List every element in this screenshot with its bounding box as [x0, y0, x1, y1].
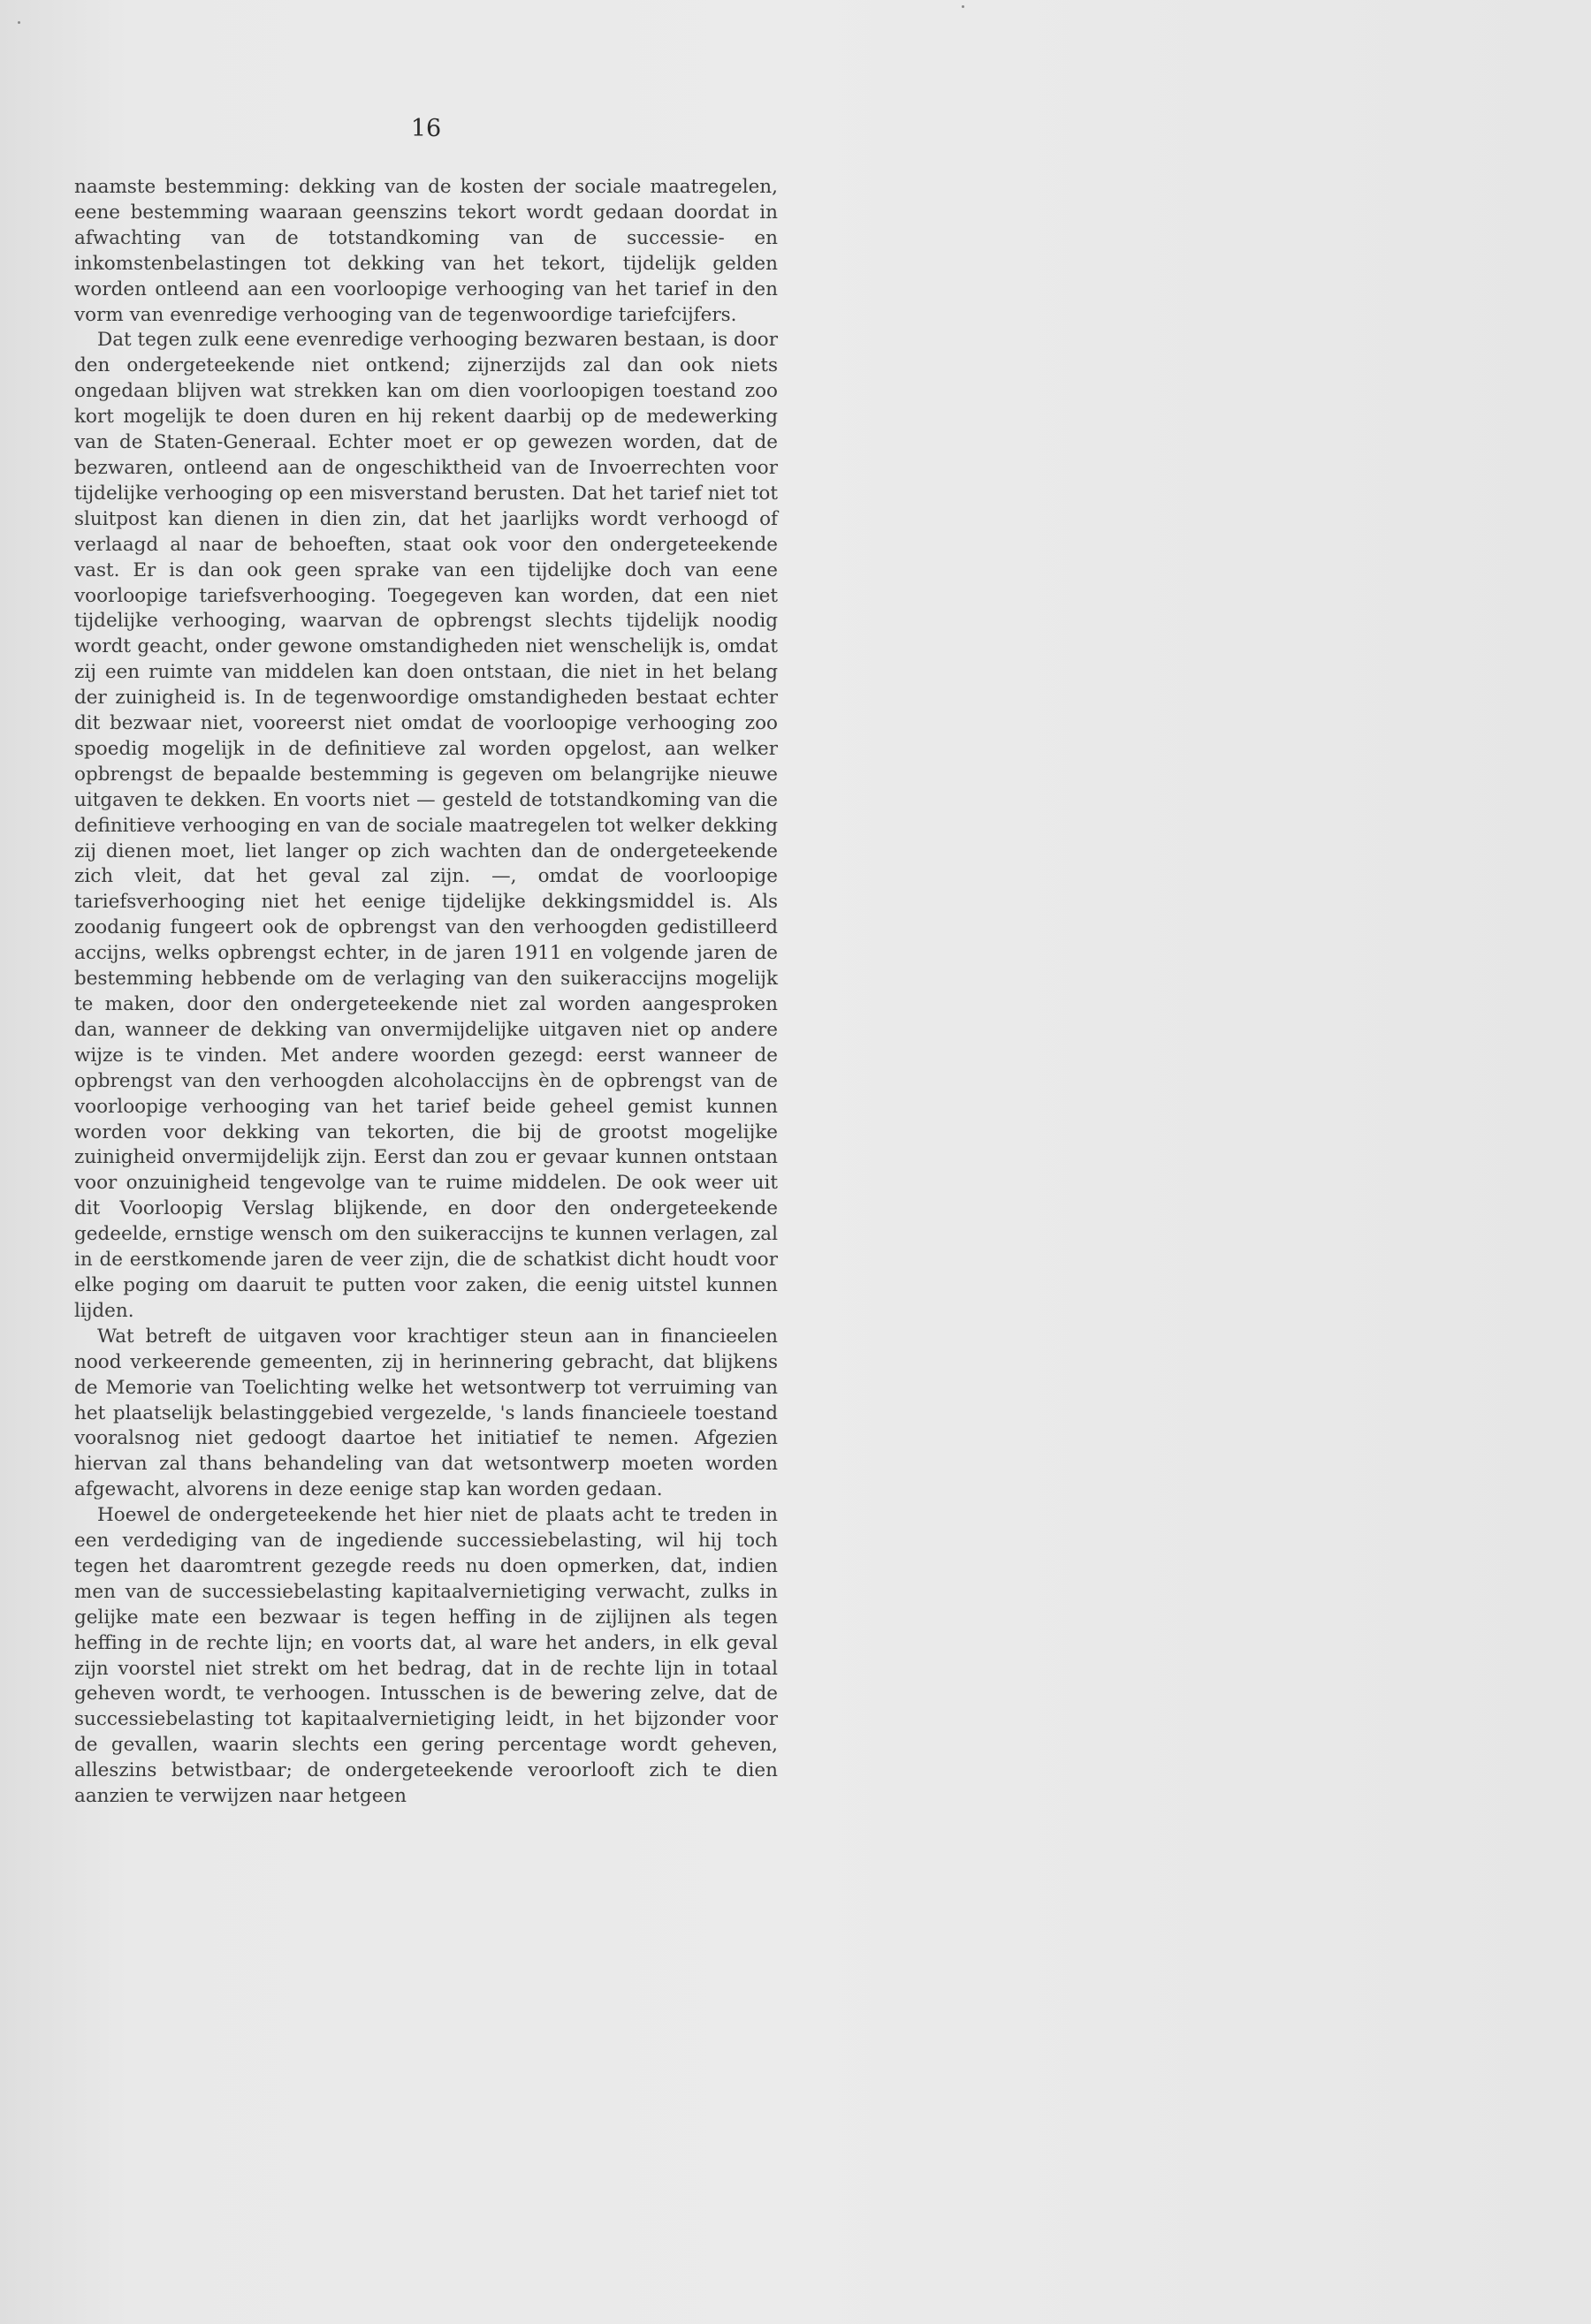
paragraph-3: Wat betreft de uitgaven voor krachtiger steun aan in financieelen nood verkeerende gemeenten, zij in herinnering gebracht, dat blijkens de Memorie van Toelichting welke het wetsontwerp tot verruiming van het plaatselijk belastinggebied vergezelde, 's lands financieele toestand vooralsnog niet gedoogt daartoe het initiatief te nemen. Afgezien hiervan zal thans behandeling van dat wetsontwerp moeten worden afgewacht, alvorens in deze eenige stap kan worden gedaan. — [74, 1325, 778, 1501]
paragraph-2: Dat tegen zulk eene evenredige verhooging bezwaren bestaan, is door den ondergeteekende niet ontkend; zijnerzijds zal dan ook niets ongedaan blijven wat strekken kan om dien voorloopigen toestand zoo kort mogelijk te doen duren en hij rekent daarbij op de medewerking van de Staten-Generaal. Echter moet er op gewezen worden, dat de bezwaren, ontleend aan de ongeschiktheid van de Invoerrechten voor tijdelijke verhooging op een misverstand berusten. Dat het tarief niet tot sluitpost kan dienen in dien zin, dat het jaarlijks wordt verhoogd of verlaagd al naar de behoeften, staat ook voor den ondergeteekende vast. Er is dan ook geen sprake van een tijdelijke doch van eene voorloopige tariefsverhooging. Toegegeven kan worden, dat een niet tijdelijke verhooging, waarvan de opbrengst slechts tijdelijk noodig wordt geacht, onder gewone omstandigheden niet wenschelijk is, omdat zij een ruimte van middelen kan doen ontstaan, die niet in het belang der zuinigheid is. In de tegenwoordige omstandigheden bestaat echter dit bezwaar niet, vooreerst niet omdat de voorloopige verhooging zoo spoedig mogelijk in de definitieve zal worden opgelost, aan welker opbrengst de bepaalde bestemming is gegeven om belangrijke nieuwe uitgaven te dekken. En voorts niet — gesteld de totstandkoming van die definitieve verhooging en van de sociale maatregelen tot welker dekking zij dienen moet, liet langer op zich wachten dan de ondergeteekende zich vleit, dat het geval zal zijn. —, omdat de voorloopige tariefsverhooging niet het eenige tijdelijke dekkingsmiddel is. Als zoodanig fungeert ook de opbrengst van den verhoogden gedistilleerd accijns, welks opbrengst echter, in de jaren 1911 en volgende jaren de bestemming hebbende om de verlaging van den suikeraccijns mogelijk te maken, door den ondergeteekende niet zal worden aangesproken dan, wanneer de dekking van onvermijdelijke uitgaven niet op andere wijze is te vinden. Met andere woorden gezegd: eerst wanneer de opbrengst van den verhoogden alcoholaccijns èn de opbrengst van de voorloopige verhooging van het tarief beide geheel gemist kunnen worden voor dekking van tekorten, die bij de grootst mogelijke zuinigheid onvermijdelijk zijn. Eerst dan zou er gevaar kunnen ontstaan voor onzuinigheid tengevolge van te ruime middelen. De ook weer uit dit Voorloopig Verslag blijkende, en door den ondergeteekende gedeelde, ernstige wensch om den suikeraccijns te kunnen verlagen, zal in de eerstkomende jaren de veer zijn, die de schatkist dicht houdt voor elke poging om daaruit te putten voor zaken, die eenig uitstel kunnen lijden. — [74, 329, 778, 1322]
scan-speck — [962, 5, 964, 8]
paragraph-1: naamste bestemming: dekking van de kosten der sociale maatregelen, eene bestemming waaraan geenszins tekort wordt gedaan doordat in afwachting van de totstandkoming van de successie- en inkomstenbelastingen tot dekking van het tekort, tijdelijk gelden worden ontleend aan een voorloopige verhooging van het tarief in den vorm van evenredige verhooging van de tegenwoordige tariefcijfers. — [74, 176, 778, 326]
page-number: 16 — [410, 115, 442, 142]
paragraph-4: Hoewel de ondergeteekende het hier niet de plaats acht te treden in een verdediging van de ingediende successiebelasting, wil hij toch tegen het daaromtrent gezegde reeds nu doen opmerken, dat, indien men van de successiebelasting kapitaalvernietiging verwacht, zulks in gelijke mate een bezwaar is tegen heffing in de zijlijnen als tegen heffing in de rechte lijn; en voorts dat, al ware het anders, in elk geval zijn voorstel niet strekt om het bedrag, dat in de rechte lijn in totaal geheven wordt, te verhoogen. Intusschen is de bewering zelve, dat de successiebelasting tot kapitaalvernietiging leidt, in het bijzonder voor de gevallen, waarin slechts een gering percentage wordt geheven, alleszins betwistbaar; de ondergeteekende veroorlooft zich te dien aanzien te verwijzen naar hetgeen — [74, 1504, 778, 1808]
scan-speck — [18, 21, 20, 24]
text-column — [74, 175, 778, 1810]
